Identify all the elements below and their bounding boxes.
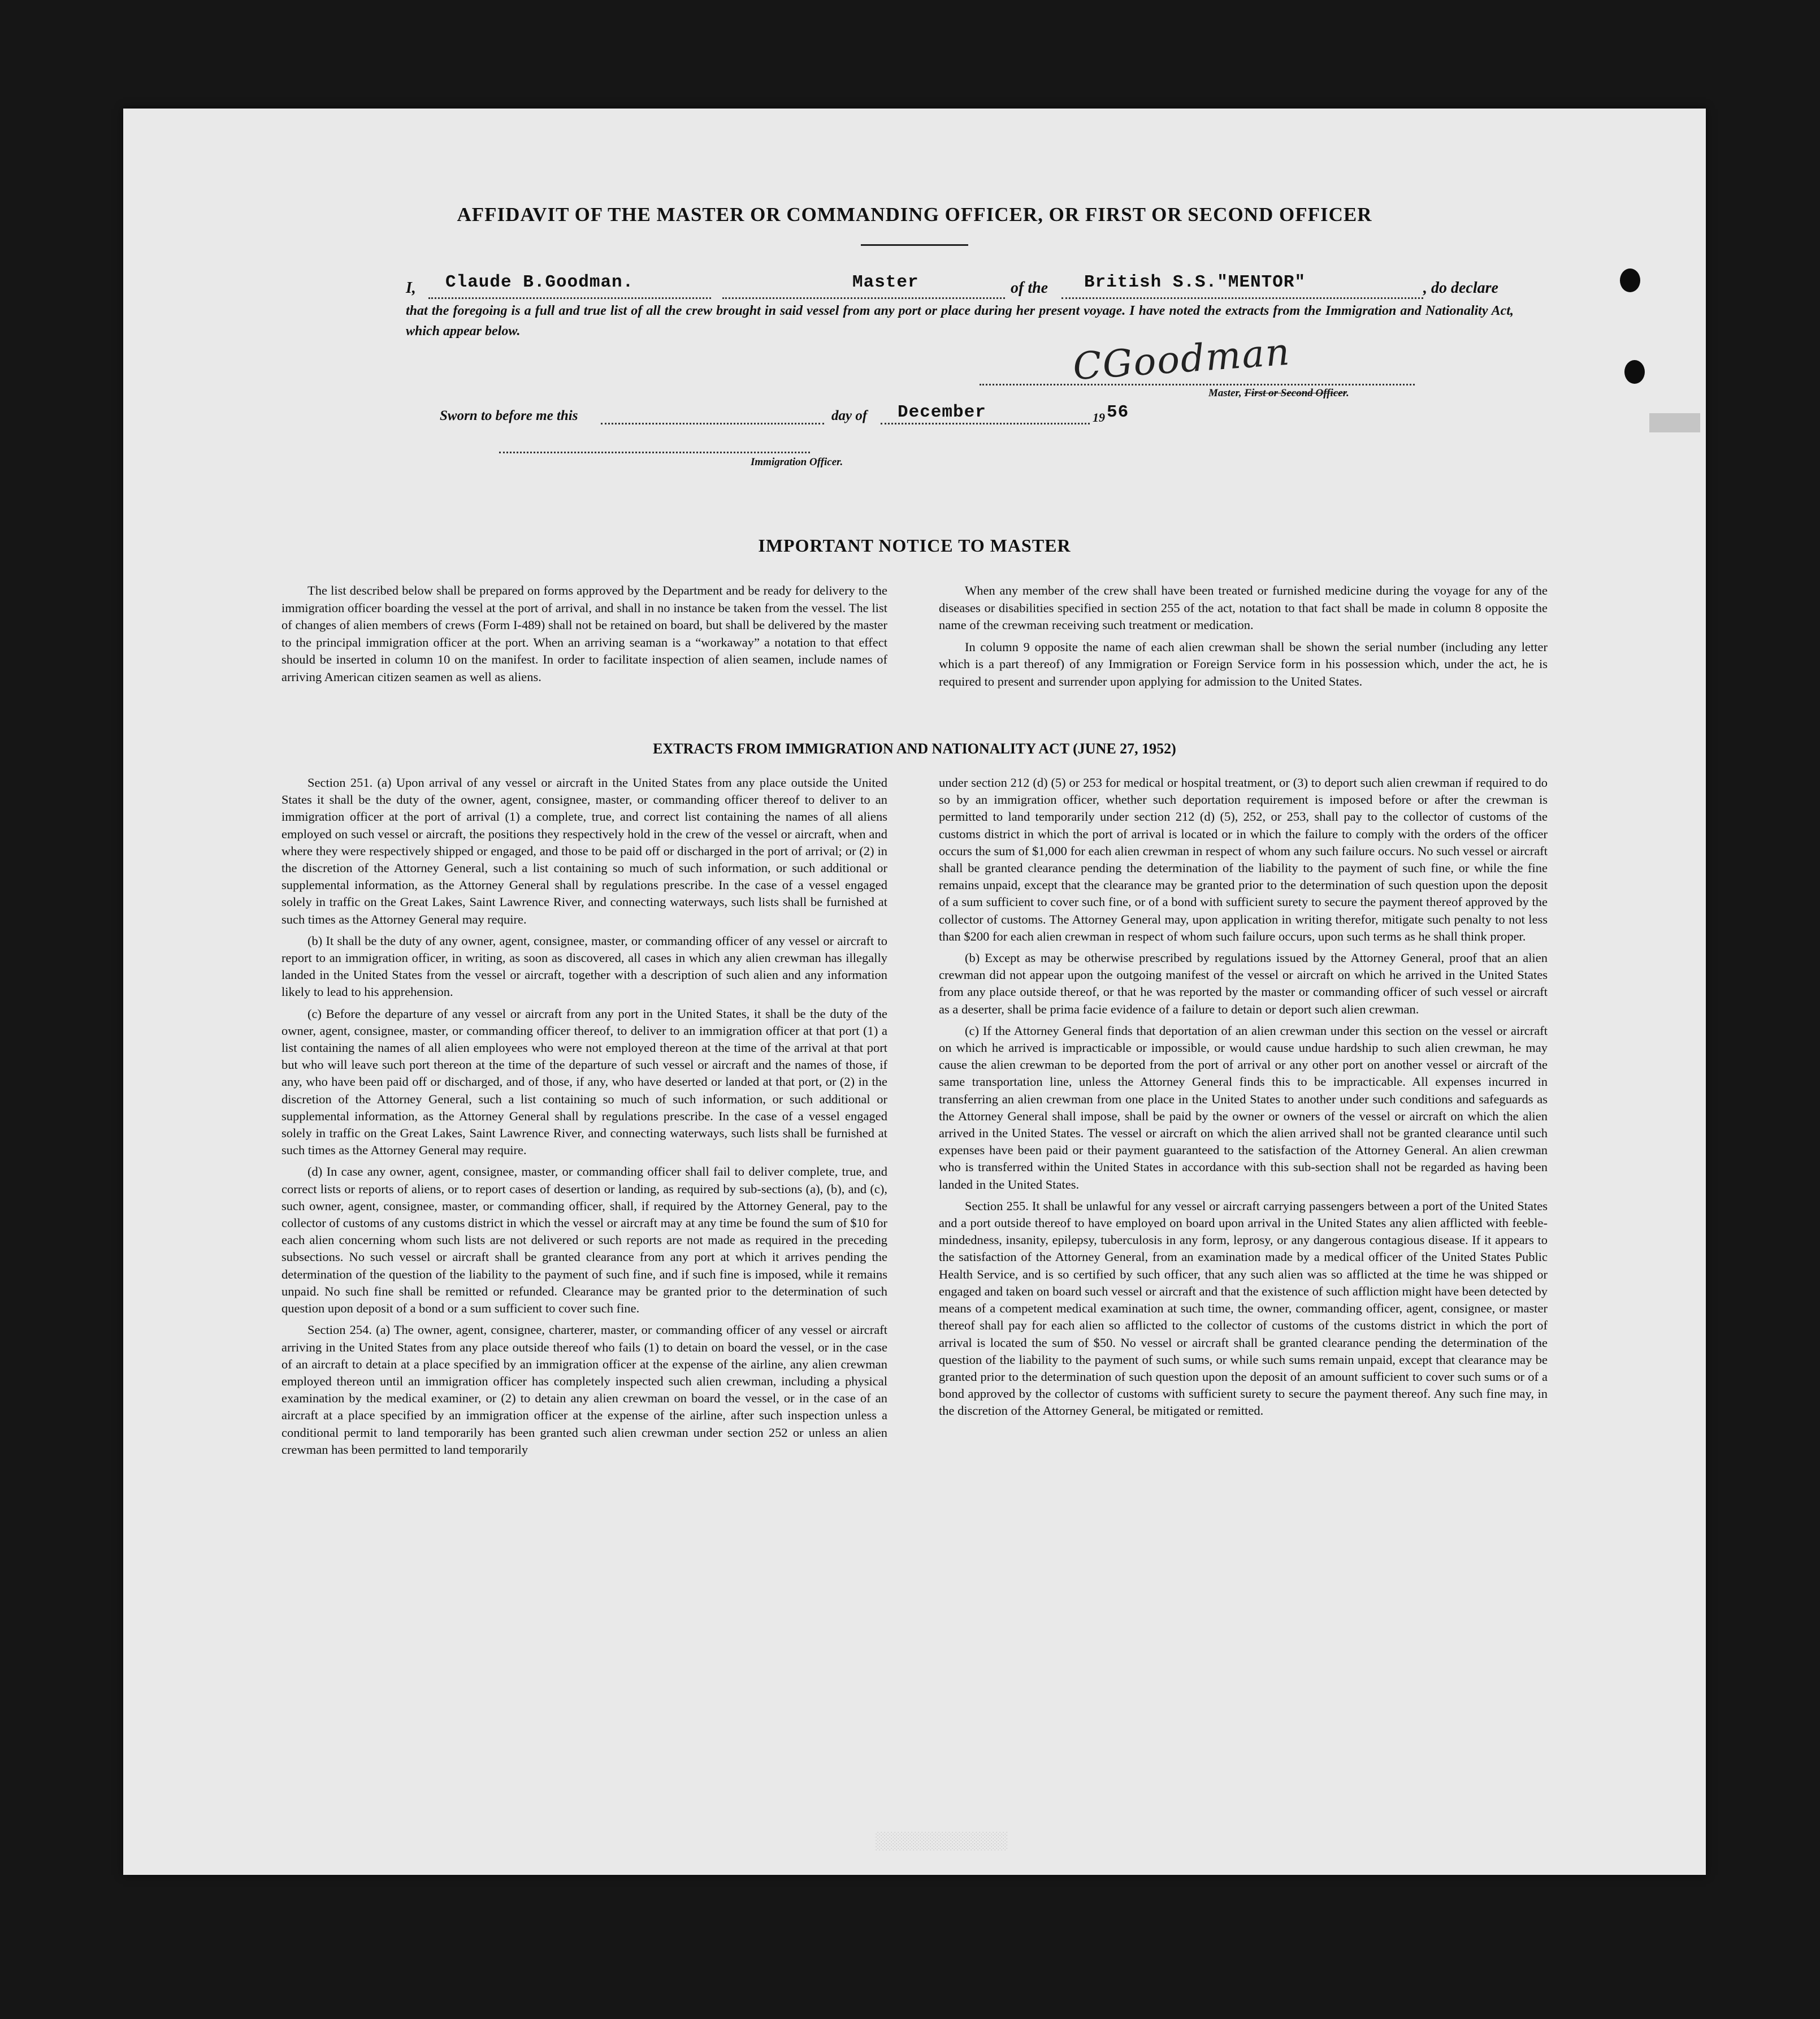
day-of-label: day of <box>831 408 868 423</box>
of-the-label: of the <box>1011 279 1048 297</box>
month: December <box>898 402 986 422</box>
signature-caption: Master, First or Second Officer. <box>1208 387 1349 399</box>
punch-hole-mark <box>1624 360 1645 384</box>
year-prefix: 19 <box>1093 410 1105 424</box>
act-right-column <box>939 774 1548 1420</box>
act-section-paragraph: (b) It shall be the duty of any owner, agent, consignee, master, or commanding officer of any vessel or aircraft to report to an immigration officer, in writing, as soon as discovered, all cases in which any alien crewman has illegally landed in the United States from the vessel or aircraft, together with a description of such alien and any information likely to lead to his apprehension. <box>281 933 887 999</box>
act-section-paragraph: (b) Except as may be otherwise prescribed by regulations issued by the Attorney General, proof that an alien crewman did not appear upon the outgoing manifest of the vessel or aircraft on which he arrived in the United States from any place outside thereof, or that he was reported by the master or commanding officer of such vessel or aircraft as a deserter, shall be prima facie evidence of a failure to detain or deport such alien crewman. <box>939 951 1548 1016</box>
immigration-officer-line <box>499 452 810 453</box>
document-page: █████ ░░░░░░░░░░░░░ AFFIDAVIT OF THE MASTER OR COMMANDING OFFICER, OR FIRST OR SECOND OFFICER I, Claude B.Goodman. Master of the British S.S."MENTOR" , do declare that the foregoing is a full and true list of all the crew brought in said vessel from any port or place during her present voyage. I have noted the extracts from the Immigration and Nationality Act, which appear below. CGoodman Master, First or Second Officer. Sworn to before me this day of December 19 56 Immigration Officer. IMPORTANT NOTICE TO MASTER The list described below shall be prepared on forms approved by the Department and be ready for delivery to the immigration officer boarding the vessel at the port of arrival, and shall in no instance be taken from the vessel. The list of changes of alien members of crews (Form I-489) shall not be retained on board, but shall be delivered by the master to the principal immigration officer at the port. When an arriving seaman is a “workaway” a notation to that effect should be inserted in column 10 on the manifest. In order to facilitate inspection of alien seamen, include names of arriving American citizen seamen as well as aliens. When any member of the crew shall have been treated or furnished medicine during the voyage for any of the diseases or disabilities specified in section 255 of the act, notation to that fact shall be made in column 8 opposite the name of the crewman receiving such treatment or medication. In column 9 opposite the name of each alien crewman shall be shown the serial number (including any letter which is a part thereof) of any Immigration or Foreign Service form in his possession which, under the act, he is required to present and surrender upon applying for admission to the United States. EXTRACTS FROM IMMIGRATION AND NATIONALITY ACT (JUNE 27, 1952) Section 251. (a) Upon arrival of any vessel or aircraft in the United States from any place outside the United States it shall be the duty of the owner, agent, consignee, master, or commanding officer thereof to deliver to an immigration officer at the port of arrival (1) a complete, true, and correct list containing the names of all aliens employed on such vessel or aircraft, the positions they respectively hold in the crew of the vessel or aircraft, when and where they were respectively shipped or engaged, and those to be paid off or discharged in the port of arrival; or (2) in the discretion of the Attorney General, such a list containing so much of such information, or such additional or supplemental information, as the Attorney General shall by regulations prescribe. In the case of a vessel engaged solely in traffic on the Great Lakes, Saint Lawrence River, and connecting waterways, such lists shall be furnished at such times as the Attorney General may require. (b) It shall be the duty of any owner, agent, consignee, master, or commanding officer of any vessel or aircraft to report to an immigration officer, in writing, as soon as discovered, all cases in which any alien crewman has illegally landed in the United States from the vessel or aircraft, together with a description of such alien and any information likely to lead to his apprehension. (c) Before the departure of any vessel or aircraft from any port in the United States, it shall be the duty of the owner, agent, consignee, master, or commanding officer thereof, to deliver to an immigration officer at that port (1) a list containing the names of all alien employees who were not employed thereon at the time of the arrival at that port but who will leave such port thereon at the time of the departure of such vessel or aircraft and the names of those, if any, who have been paid off or discharged, and of those, if any, who have deserted or landed at that port, or (2) in the discretion of the Attorney General, such a list containing so much of such information, or such additional or supplemental information, as the Attorney General shall by regulations prescribe. In the case of a vessel engaged solely in traffic on the Great Lakes, Saint Lawrence River, and connecting waterways, such lists shall be furnished at such times as the Attorney General may require. (d) In case any owner, agent, consignee, master, or commanding officer shall fail to deliver complete, true, and correct lists or reports of aliens, or to report cases of desertion or landing, as required by sub-sections (a), (b), and (c), such owner, agent, consignee, master, or commanding officer, shall, if required by the Attorney General, pay to the collector of customs of any customs district in which the vessel or aircraft may at any time be found the sum of $10 for each alien concerning whom such lists are not delivered or such reports are not made as required in the preceding subsections. No such vessel or aircraft shall be granted clearance from any port at which it arrives pending the determination of the question of the liability to the payment of such fine, and if such fine is imposed, while it remains unpaid. No such fine shall be remitted or refunded. Clearance may be granted prior to the determination of such question upon deposit of a bond or a sum sufficient to cover such fine. Section 254. (a) The owner, agent, consignee, charterer, master, or commanding officer of any vessel or aircraft arriving in the United States from any place outside thereof who fails (1) to detain on board the vessel, or in the case of an aircraft to detain at a place specified by an immigration officer at the expense of the airline, any alien crewman employed thereon until an immigration officer has completely inspected such alien crewman, including a physical examination by the medical examiner, or (2) to detain any alien crewman on board the vessel, or in the case of an aircraft at a place specified by an immigration officer at the expense of the airline, after such inspection unless a conditional permit to land temporarily has been granted such alien crewman under section 252 or unless an alien crewman has been permitted to land temporarily under section 212 (d) (5) or 253 for medical or hospital treatment, or (3) to deport such alien crewman if required to do so by an immigration officer, whether such deportation requirement is imposed before or after the crewman is permitted to land temporarily under section 212 (d) (5), 252, or 253, shall pay to the collector of customs of the customs district in which the port of arrival is located or in which the failure to comply with the orders of the officer occurs the sum of $1,000 for each alien crewman in respect of whom any such failure occurs. No such vessel or aircraft shall be granted clearance pending the determination of the liability to the payment of such fine, or while the fine remains unpaid, except that the clearance may be granted prior to the determination of such question upon the deposit of a sum sufficient to cover such fine, or of a bond with sufficient surety to secure the payment thereof approved by the collector of customs. The Attorney General may, upon application in writing therefor, mitigate such penalty to not less than $200 for each alien crewman in respect of whom such failure occurs, upon such terms as he shall think proper. (b) Except as may be otherwise prescribed by regulations issued by the Attorney General, proof that an alien crewman did not appear upon the outgoing manifest of the vessel or aircraft on which he arrived in the United States from any place outside thereof, or that he was reported by the master or commanding officer of such vessel or aircraft as a deserter, shall be prima facie evidence of a failure to detain or deport such alien crewman. (c) If the Attorney General finds that deportation of an alien crewman under this section on the vessel or aircraft on which he arrived is impracticable or impossible, or would cause undue hardship to such alien crewman, he may cause the alien crewman to be deported from the port of arrival or any other port on another vessel or aircraft of the same transportation line, unless the Attorney General finds this to be impracticable. All expenses incurred in transferring an alien crewman from one place in the United States to another under such conditions and safeguards as the Attorney General shall impose, shall be paid by the owner or owners of the vessel or aircraft on which the alien arrived in the United States. The vessel or aircraft on which the alien arrived shall not be granted clearance until such expenses have been paid or their payment guaranteed to the satisfaction of the Attorney General. An alien crewman who is transferred within the United States in accordance with this sub-section shall not be regarded as having been landed in the United States. Section 255. It shall be unlawful for any vessel or aircraft carrying passengers between a port of the United States and a port outside thereof to have employed on board upon arrival in the United States any alien afflicted with feeble-mindedness, insanity, epilepsy, tuberculosis in any form, leprosy, or any dangerous contagious disease. If it appears to the satisfaction of the Attorney General, from an examination made by a medical officer of the United States Public Health Service, and is so certified by such officer, that any such alien was so afflicted at the time he was shipped or engaged and taken on board such vessel or aircraft and that the existence of such affliction might have been detected by means of a competent medical examination at such time, the owner, commanding officer, agent, consignee, or master thereof shall pay for each alien so afflicted to the collector of customs of the customs district in which the port of arrival is located the sum of $50. No vessel or aircraft shall be granted clearance pending the determination of the question of the liability to the payment of such sums, or while such sums remain unpaid, except that clearance may be granted prior to the determination of such question upon the deposit of an amount sufficient to cover such sums or of a bond approved by the collector of customs with sufficient surety to secure the payment thereof. Any such fine may, in the discretion of the Attorney General, be mitigated or remitted. <box>123 109 1706 1875</box>
title-divider <box>861 244 968 246</box>
act-section-paragraph: Section 255. It shall be unlawful for any vessel or aircraft carrying passengers between a port of the United States and a port outside thereof to have employed on board upon arrival in the United States any alien afflicted with feeble-mindedness, insanity, epilepsy, tuberculosis in any form, leprosy, or any dangerous contagious disease. If it appears to the satisfaction of the Attorney General, from an examination made by a medical officer of the United States Public Health Service, and is so certified by such officer, that any such alien was so afflicted at the time he was shipped or engaged and taken on board such vessel or aircraft and that the existence of such affliction might have been detected by means of a competent medical examination at such time, the owner, commanding officer, agent, consignee, or master thereof shall pay for each alien so afflicted to the collector of customs of the customs district in which the port of arrival is located the sum of $50. No vessel or aircraft shall be granted clearance pending the determination of the question of the liability to the payment of such sums, or while such sums remain unpaid, except that clearance may be granted prior to the determination of such question upon the deposit of an amount sufficient to cover such sums or of a bond approved by the collector of customs with sufficient surety to secure the payment thereof. Any such fine may, in the discretion of the Attorney General, be mitigated or remitted. <box>939 1198 1548 1418</box>
sworn-line <box>440 402 1288 431</box>
month-line <box>881 423 1090 424</box>
declare-label: , do declare <box>1423 279 1498 297</box>
act-section-paragraph: Section 254. (a) The owner, agent, consignee, charterer, master, or commanding officer of any vessel or aircraft arriving in the United States from any place outside thereof who fails (1) to detain on board the vessel, or in the case of an aircraft to detain at a place specified by an immigration officer at the expense of the airline, any alien crewman employed thereon until an immigration officer has completely inspected such alien crewman, including a physical examination by the medical examiner, or (2) to detain any alien crewman on board the vessel, or in the case of an aircraft at a place specified by an immigration officer at the expense of the airline, after such inspection unless a conditional permit to land temporarily has been granted such alien crewman under section 252 or unless an alien crewman has been permitted to land temporarily <box>281 1323 887 1457</box>
handwritten-signature: CGoodman <box>1071 330 1292 389</box>
signature-line <box>980 384 1415 385</box>
act-section-paragraph: (d) In case any owner, agent, consignee, master, or commanding officer shall fail to deliver complete, true, and correct lists or reports of aliens, or to report cases of desertion or landing, as required by sub-sections (a), (b), and (c), such owner, agent, consignee, master, or commanding officer, shall, if required by the Attorney General, pay to the collector of customs of any customs district in which the vessel or aircraft may at any time be found the sum of $10 for each alien concerning whom such lists are not delivered or such reports are not made as required in the preceding subsections. No such vessel or aircraft shall be granted clearance from any port at which it arrives pending the determination of the question of the liability to the payment of such fine, and if such fine is imposed, while it remains unpaid. No such fine shall be remitted or refunded. Clearance may be granted prior to the determination of such question upon deposit of a bond or a sum sufficient to cover such fine. <box>281 1164 887 1316</box>
vessel-name: British S.S."MENTOR" <box>1084 272 1306 292</box>
sworn-label: Sworn to before me this <box>440 408 578 423</box>
affidavit-title: AFFIDAVIT OF THE MASTER OR COMMANDING OFFICER, OR FIRST OR SECOND OFFICER <box>457 203 1372 226</box>
sworn-date-line <box>601 423 824 424</box>
rank-line <box>722 297 1005 299</box>
notice-heading: IMPORTANT NOTICE TO MASTER <box>758 535 1071 556</box>
vessel-line <box>1061 297 1423 299</box>
declaration-text: that the foregoing is a full and true list of all the crew brought in said vessel from any port or place during her present voyage. I have noted the extracts from the Immigration and Nationality Act, which appear below. <box>406 304 1514 339</box>
notice-paragraph: The list described below shall be prepared on forms approved by the Department and be ready for delivery to the immigration officer boarding the vessel at the port of arrival, and shall in no instance be taken from the vessel. The list of changes of alien members of crews (Form I-489) shall not be retained on board, but shall be delivered by the master to the principal immigration officer at the port. When an arriving seaman is a “workaway” a notation to that effect should be inserted in column 10 on the manifest. In order to facilitate inspection of alien seamen, include names of arriving American citizen seamen as well as aliens. <box>281 583 887 684</box>
notice-right-column <box>939 582 1548 691</box>
act-section-paragraph: (c) If the Attorney General finds that deportation of an alien crewman under this section on the vessel or aircraft on which he arrived is impracticable or impossible, or would cause undue hardship to such alien crewman, he may cause the alien crewman to be deported from the port of arrival or any other port on another vessel or aircraft of the same transportation line, unless the Attorney General finds this to be impracticable. All expenses incurred in transferring an alien crewman from one place in the United States to another under such conditions and safeguards as the Attorney General shall impose, shall be paid by the owner or owners of the vessel or aircraft on which the alien arrived in the United States. The vessel or aircraft on which the alien arrived shall not be granted clearance until such expenses have been paid or their payment guaranteed to the satisfaction of the Attorney General. An alien crewman who is transferred within the United States in accordance with this sub-section shall not be regarded as having been landed in the United States. <box>939 1023 1548 1192</box>
notice-paragraph: In column 9 opposite the name of each alien crewman shall be shown the serial number (including any letter which is a part thereof) of any Immigration or Foreign Service form in his possession which, under the act, he is required to present and surrender upon applying for admission to the United States. <box>939 639 1548 688</box>
notice-left-column <box>281 582 887 686</box>
act-left-column <box>281 774 887 1458</box>
act-section-paragraph: under section 212 (d) (5) or 253 for medical or hospital treatment, or (3) to deport such alien crewman if required to do so by an immigration officer, whether such deportation requirement is imposed before or after the crewman is permitted to land temporarily under section 212 (d) (5), 252, or 253, shall pay to the collector of customs of the customs district in which the port of arrival is located or in which the failure to comply with the orders of the officer occurs the sum of $1,000 for each alien crewman in respect of whom any such failure occurs. No such vessel or aircraft shall be granted clearance pending the determination of the liability to the payment of such fine, or while the fine remains unpaid, except that the clearance may be granted prior to the determination of such question upon the deposit of a sum sufficient to cover such fine, or of a bond with sufficient surety to secure the payment thereof approved by the collector of customs. The Attorney General may, upon application in writing therefor, mitigate such penalty to not less than $200 for each alien crewman in respect of whom such failure occurs, upon such terms as he shall think proper. <box>939 775 1548 943</box>
extracts-heading: EXTRACTS FROM IMMIGRATION AND NATIONALITY ACT (JUNE 27, 1952) <box>653 740 1176 757</box>
year-suffix: 56 <box>1107 402 1129 422</box>
name-line <box>428 297 711 299</box>
i-label: I, <box>406 279 416 297</box>
immigration-officer-caption: Immigration Officer. <box>751 456 843 468</box>
affidavit-line <box>406 272 1508 301</box>
master-name: Claude B.Goodman. <box>445 272 634 292</box>
notice-paragraph: When any member of the crew shall have been treated or furnished medicine during the voyage for any of the diseases or disabilities specified in section 255 of the act, notation to that fact shall be made in column 8 opposite the name of the crewman receiving such treatment or medication. <box>939 583 1548 632</box>
act-section-paragraph: (c) Before the departure of any vessel or aircraft from any port in the United States, it shall be the duty of the owner, agent, consignee, master, or commanding officer thereof, to deliver to an immigration officer at that port (1) a list containing the names of all alien employees who were not employed thereon at the time of the arrival at that port but who will leave such port thereon at the time of the departure of such vessel or aircraft and the names of those, if any, who have been paid off or discharged, and of those, if any, who have deserted or landed at that port, or (2) in the discretion of the Attorney General, such a list containing so much of such information, or such additional or supplemental information, as the Attorney General shall by regulations prescribe. In the case of a vessel engaged solely in traffic on the Great Lakes, Saint Lawrence River, and connecting waterways, such lists shall be furnished at such times as the Attorney General may require. <box>281 1006 887 1158</box>
rank: Master <box>852 272 919 292</box>
act-section-paragraph: Section 251. (a) Upon arrival of any vessel or aircraft in the United States from any place outside the United States it shall be the duty of the owner, agent, consignee, master, or commanding officer thereof to deliver to an immigration officer at the port of arrival (1) a complete, true, and correct list containing the names of all aliens employed on such vessel or aircraft, the positions they respectively hold in the crew of the vessel or aircraft, when and where they were respectively shipped or engaged, and those to be paid off or discharged in the port of arrival; or (2) in the discretion of the Attorney General, such a list containing so much of such information, or such additional or supplemental information, as the Attorney General shall by regulations prescribe. In the case of a vessel engaged solely in traffic on the Great Lakes, Saint Lawrence River, and connecting waterways, such lists shall be furnished at such times as the Attorney General may require. <box>281 775 887 926</box>
punch-hole-mark <box>1620 268 1640 292</box>
